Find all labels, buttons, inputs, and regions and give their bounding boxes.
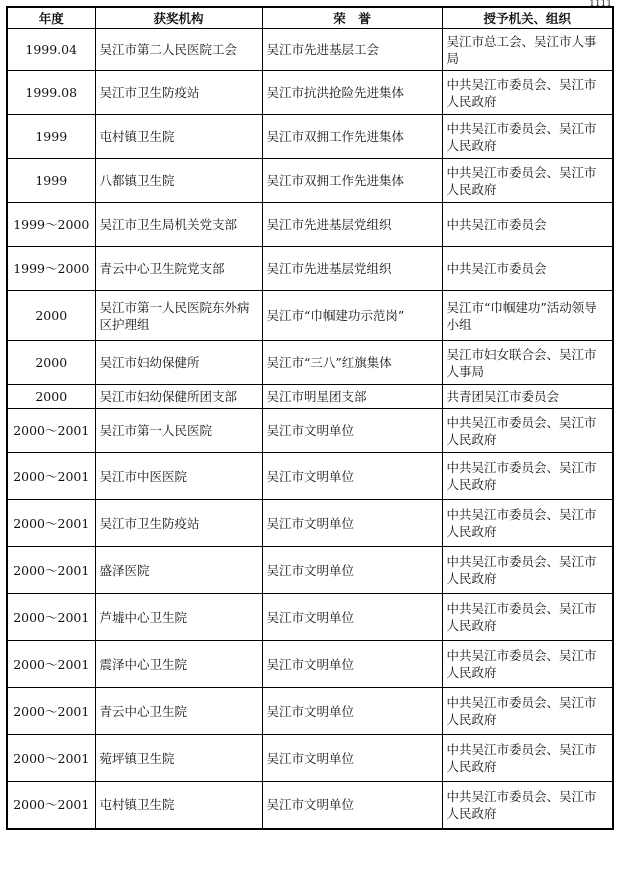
- cell-grantor: 中共吴江市委员会、吴江市人民政府: [442, 641, 613, 688]
- cell-grantor: 中共吴江市委员会、吴江市人民政府: [442, 688, 613, 735]
- header-org: 获奖机构: [95, 7, 262, 29]
- cell-honor: 吴江市明星团支部: [262, 385, 442, 409]
- cell-org: 吴江市第一人民医院: [95, 409, 262, 453]
- cell-honor: 吴江市抗洪抢险先进集体: [262, 71, 442, 115]
- cell-org: 盛泽医院: [95, 547, 262, 594]
- cell-grantor: 中共吴江市委员会、吴江市人民政府: [442, 453, 613, 500]
- cell-org: 菀坪镇卫生院: [95, 735, 262, 782]
- cell-org: 吴江市妇幼保健所团支部: [95, 385, 262, 409]
- cell-year: 2000～2001: [7, 500, 95, 547]
- cell-honor: 吴江市文明单位: [262, 594, 442, 641]
- table-row: [7, 500, 613, 547]
- cell-honor: 吴江市先进基层工会: [262, 29, 442, 71]
- table-row: [7, 29, 613, 71]
- table-header-row: [7, 7, 613, 29]
- cell-org: 八都镇卫生院: [95, 159, 262, 203]
- cell-year: 2000: [7, 291, 95, 341]
- cell-org: 屯村镇卫生院: [95, 782, 262, 829]
- cell-honor: 吴江市“三八”红旗集体: [262, 341, 442, 385]
- cell-honor: 吴江市文明单位: [262, 453, 442, 500]
- table-row: [7, 385, 613, 409]
- cell-year: 2000～2001: [7, 641, 95, 688]
- cell-year: 1999.08: [7, 71, 95, 115]
- table-row: [7, 409, 613, 453]
- cell-year: 1999～2000: [7, 247, 95, 291]
- cell-honor: 吴江市文明单位: [262, 547, 442, 594]
- cell-year: 2000: [7, 341, 95, 385]
- cell-honor: 吴江市文明单位: [262, 500, 442, 547]
- table-row: [7, 782, 613, 829]
- table-row: [7, 735, 613, 782]
- cell-org: 吴江市第二人民医院工会: [95, 29, 262, 71]
- cell-year: 1999: [7, 159, 95, 203]
- cell-grantor: 中共吴江市委员会、吴江市人民政府: [442, 735, 613, 782]
- cell-year: 1999.04: [7, 29, 95, 71]
- header-year: 年度: [7, 7, 95, 29]
- cell-grantor: 吴江市“巾帼建功”活动领导小组: [442, 291, 613, 341]
- cell-honor: 吴江市文明单位: [262, 641, 442, 688]
- cell-grantor: 共青团吴江市委员会: [442, 385, 613, 409]
- cell-year: 2000～2001: [7, 782, 95, 829]
- cell-org: 吴江市第一人民医院东外病区护理组: [95, 291, 262, 341]
- cell-grantor: 中共吴江市委员会、吴江市人民政府: [442, 159, 613, 203]
- cell-honor: 吴江市文明单位: [262, 735, 442, 782]
- cell-grantor: 中共吴江市委员会、吴江市人民政府: [442, 594, 613, 641]
- cell-org: 吴江市卫生局机关党支部: [95, 203, 262, 247]
- awards-table: [6, 6, 614, 830]
- cell-grantor: 中共吴江市委员会、吴江市人民政府: [442, 782, 613, 829]
- cell-org: 吴江市卫生防疫站: [95, 71, 262, 115]
- cell-org: 震泽中心卫生院: [95, 641, 262, 688]
- cell-grantor: 吴江市总工会、吴江市人事局: [442, 29, 613, 71]
- table-row: [7, 291, 613, 341]
- cell-honor: 吴江市“巾帼建功示范岗”: [262, 291, 442, 341]
- table-row: [7, 71, 613, 115]
- cell-grantor: 中共吴江市委员会、吴江市人民政府: [442, 115, 613, 159]
- cell-grantor: 中共吴江市委员会、吴江市人民政府: [442, 547, 613, 594]
- table-row: [7, 453, 613, 500]
- cell-grantor: 中共吴江市委员会: [442, 247, 613, 291]
- cell-honor: 吴江市先进基层党组织: [262, 247, 442, 291]
- cell-grantor: 中共吴江市委员会、吴江市人民政府: [442, 71, 613, 115]
- cell-honor: 吴江市文明单位: [262, 688, 442, 735]
- table-row: [7, 641, 613, 688]
- cell-org: 青云中心卫生院党支部: [95, 247, 262, 291]
- table-row: [7, 203, 613, 247]
- table-row: [7, 341, 613, 385]
- cell-honor: 吴江市文明单位: [262, 782, 442, 829]
- cell-org: 吴江市卫生防疫站: [95, 500, 262, 547]
- table-row: [7, 547, 613, 594]
- cell-year: 1999～2000: [7, 203, 95, 247]
- cell-grantor: 中共吴江市委员会、吴江市人民政府: [442, 409, 613, 453]
- cell-honor: 吴江市双拥工作先进集体: [262, 115, 442, 159]
- table-row: [7, 594, 613, 641]
- header-grantor: 授予机关、组织: [442, 7, 613, 29]
- cell-grantor: 吴江市妇女联合会、吴江市人事局: [442, 341, 613, 385]
- cell-honor: 吴江市双拥工作先进集体: [262, 159, 442, 203]
- header-honor: 荣 誉: [262, 7, 442, 29]
- cell-year: 1999: [7, 115, 95, 159]
- table-row: [7, 159, 613, 203]
- cell-honor: 吴江市先进基层党组织: [262, 203, 442, 247]
- cell-org: 芦墟中心卫生院: [95, 594, 262, 641]
- table-row: [7, 247, 613, 291]
- table-row: [7, 688, 613, 735]
- page-number-mark: 1111: [589, 0, 612, 9]
- cell-year: 2000～2001: [7, 453, 95, 500]
- table-row: [7, 115, 613, 159]
- cell-honor: 吴江市文明单位: [262, 409, 442, 453]
- cell-org: 吴江市中医医院: [95, 453, 262, 500]
- cell-year: 2000～2001: [7, 594, 95, 641]
- cell-year: 2000～2001: [7, 688, 95, 735]
- cell-grantor: 中共吴江市委员会、吴江市人民政府: [442, 500, 613, 547]
- cell-org: 吴江市妇幼保健所: [95, 341, 262, 385]
- cell-year: 2000～2001: [7, 547, 95, 594]
- cell-org: 青云中心卫生院: [95, 688, 262, 735]
- cell-year: 2000: [7, 385, 95, 409]
- cell-year: 2000～2001: [7, 409, 95, 453]
- cell-grantor: 中共吴江市委员会: [442, 203, 613, 247]
- cell-year: 2000～2001: [7, 735, 95, 782]
- cell-org: 屯村镇卫生院: [95, 115, 262, 159]
